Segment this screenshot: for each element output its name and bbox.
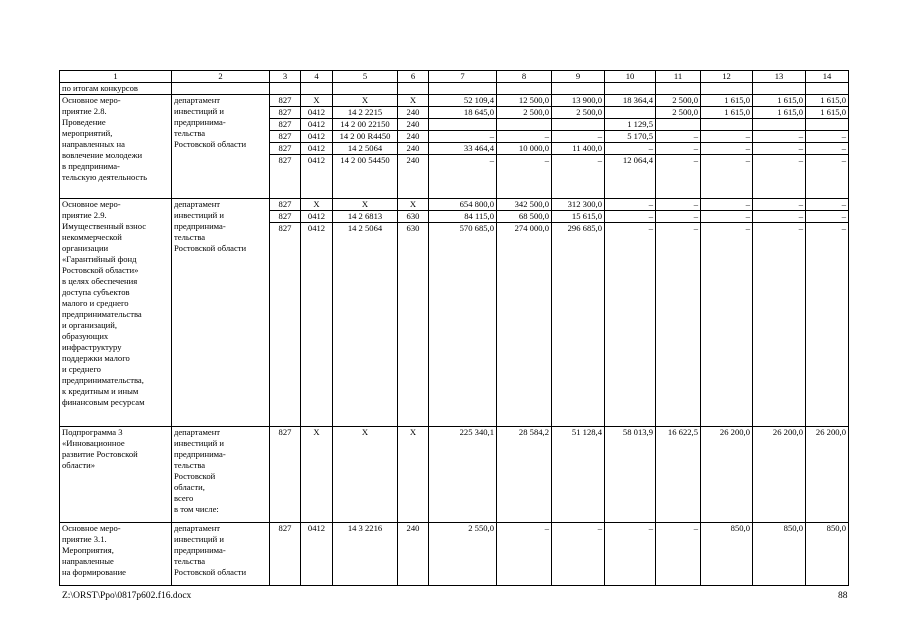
value-cell: 630 (398, 211, 429, 223)
value-cell: 0412 (301, 155, 333, 199)
value-cell: 2 500,0 (552, 107, 605, 119)
value-cell: Х (398, 427, 429, 523)
program-name-cell: Основное меро- приятие 3.1. Мероприятия, направленные на формирование (60, 523, 172, 586)
value-cell: 26 200,0 (753, 427, 806, 523)
value-cell: 225 340,1 (429, 427, 497, 523)
value-cell: 1 615,0 (701, 107, 753, 119)
value-cell: Х (333, 427, 398, 523)
value-cell: 1 615,0 (701, 95, 753, 107)
value-cell: 240 (398, 155, 429, 199)
value-cell: Х (333, 95, 398, 107)
value-cell: 0412 (301, 143, 333, 155)
value-cell: 827 (270, 95, 301, 107)
header-cell: 12 (701, 71, 753, 83)
value-cell: – (656, 211, 701, 223)
value-cell: 827 (270, 155, 301, 199)
value-cell: 827 (270, 131, 301, 143)
value-cell (429, 119, 497, 131)
value-cell: 51 128,4 (552, 427, 605, 523)
header-cell: 6 (398, 71, 429, 83)
value-cell: – (429, 155, 497, 199)
value-cell: 1 615,0 (753, 95, 806, 107)
value-cell: – (753, 223, 806, 427)
header-cell: 4 (301, 71, 333, 83)
value-cell: – (429, 131, 497, 143)
value-cell: – (806, 131, 849, 143)
value-cell: 827 (270, 119, 301, 131)
value-cell: – (656, 523, 701, 586)
value-cell (656, 119, 701, 131)
value-cell: – (806, 223, 849, 427)
value-cell (753, 119, 806, 131)
value-cell: – (806, 143, 849, 155)
value-cell: 1 615,0 (806, 107, 849, 119)
page-number: 88 (838, 591, 848, 601)
executor-cell: департамент инвестиций и предпринима- тельства Ростовской области, всего в том числе: (172, 427, 270, 523)
value-cell: 68 500,0 (497, 211, 552, 223)
value-cell: 16 622,5 (656, 427, 701, 523)
value-cell: 0412 (301, 107, 333, 119)
value-cell (806, 119, 849, 131)
value-cell: 0412 (301, 223, 333, 427)
budget-table (59, 70, 849, 586)
value-cell: 14 2 5064 (333, 223, 398, 427)
value-cell: – (497, 155, 552, 199)
value-cell: 0412 (301, 119, 333, 131)
value-cell: – (605, 223, 656, 427)
header-cell: 9 (552, 71, 605, 83)
value-cell: 2 500,0 (656, 95, 701, 107)
value-cell: 240 (398, 143, 429, 155)
value-cell: 240 (398, 119, 429, 131)
value-cell: – (753, 155, 806, 199)
value-cell: – (605, 199, 656, 211)
footer-file-path: Z:\ORST\Ppo\0817p602.f16.docx (62, 591, 192, 601)
value-cell: 827 (270, 427, 301, 523)
value-cell: 14 2 00 54450 (333, 155, 398, 199)
value-cell: Х (301, 95, 333, 107)
header-cell: 3 (270, 71, 301, 83)
header-cell: 11 (656, 71, 701, 83)
table-row (60, 523, 849, 586)
header-row (60, 71, 849, 83)
value-cell: – (753, 131, 806, 143)
value-cell: 827 (270, 107, 301, 119)
value-cell: – (605, 523, 656, 586)
value-cell: 850,0 (753, 523, 806, 586)
executor-cell: департамент инвестиций и предпринима- тельства Ростовской области (172, 95, 270, 199)
value-cell: 570 685,0 (429, 223, 497, 427)
value-cell: 240 (398, 107, 429, 119)
value-cell: 240 (398, 523, 429, 586)
value-cell: 342 500,0 (497, 199, 552, 211)
value-cell: 13 900,0 (552, 95, 605, 107)
value-cell: 15 615,0 (552, 211, 605, 223)
value-cell: 14 2 6813 (333, 211, 398, 223)
value-cell: Х (301, 199, 333, 211)
table-row (60, 95, 849, 107)
value-cell: Х (333, 199, 398, 211)
value-cell (552, 119, 605, 131)
value-cell: 2 500,0 (497, 107, 552, 119)
value-cell (497, 119, 552, 131)
continuation-cell: по итогам конкурсов (60, 83, 172, 95)
value-cell: – (656, 223, 701, 427)
value-cell: 827 (270, 523, 301, 586)
executor-cell: департамент инвестиций и предпринима- тельства Ростовской области (172, 199, 270, 427)
value-cell: 827 (270, 223, 301, 427)
program-name-cell: Основное меро- приятие 2.8. Проведение мероприятий, направленных на вовлечение молодежи в предпринима- тельскую деятельность (60, 95, 172, 199)
value-cell: 2 550,0 (429, 523, 497, 586)
value-cell: Х (398, 95, 429, 107)
value-cell: 850,0 (701, 523, 753, 586)
value-cell: 14 3 2216 (333, 523, 398, 586)
table-body (60, 71, 849, 586)
value-cell (701, 119, 753, 131)
value-cell: – (701, 131, 753, 143)
value-cell: 12 064,4 (605, 155, 656, 199)
value-cell: 240 (398, 131, 429, 143)
value-cell: 5 170,5 (605, 131, 656, 143)
value-cell: 26 200,0 (806, 427, 849, 523)
value-cell: 18 364,4 (605, 95, 656, 107)
value-cell: 12 500,0 (497, 95, 552, 107)
value-cell: 312 300,0 (552, 199, 605, 211)
value-cell: Х (398, 199, 429, 211)
executor-cell: департамент инвестиций и предпринима- тельства Ростовской области (172, 523, 270, 586)
value-cell: – (497, 523, 552, 586)
value-cell: 0412 (301, 211, 333, 223)
value-cell: 827 (270, 199, 301, 211)
value-cell: 827 (270, 211, 301, 223)
value-cell: – (656, 199, 701, 211)
value-cell: 26 200,0 (701, 427, 753, 523)
header-cell: 10 (605, 71, 656, 83)
value-cell: – (605, 211, 656, 223)
header-cell: 7 (429, 71, 497, 83)
header-cell: 5 (333, 71, 398, 83)
value-cell: – (701, 223, 753, 427)
value-cell: – (806, 199, 849, 211)
value-cell: 630 (398, 223, 429, 427)
value-cell: – (552, 523, 605, 586)
value-cell: – (605, 143, 656, 155)
continuation-row (60, 83, 849, 95)
header-cell: 14 (806, 71, 849, 83)
table-row (60, 199, 849, 211)
value-cell: – (701, 199, 753, 211)
header-cell: 2 (172, 71, 270, 83)
value-cell (605, 107, 656, 119)
value-cell: 1 615,0 (806, 95, 849, 107)
value-cell: 33 464,4 (429, 143, 497, 155)
value-cell: 14 2 00 R4450 (333, 131, 398, 143)
value-cell: 28 584,2 (497, 427, 552, 523)
value-cell: 274 000,0 (497, 223, 552, 427)
value-cell: – (753, 211, 806, 223)
value-cell: 827 (270, 143, 301, 155)
value-cell: 14 2 5064 (333, 143, 398, 155)
value-cell: 0412 (301, 523, 333, 586)
value-cell: 11 400,0 (552, 143, 605, 155)
value-cell: 14 2 2215 (333, 107, 398, 119)
value-cell: 1 129,5 (605, 119, 656, 131)
value-cell: – (753, 143, 806, 155)
value-cell: 1 615,0 (753, 107, 806, 119)
value-cell: 18 645,0 (429, 107, 497, 119)
value-cell: – (656, 143, 701, 155)
value-cell: 14 2 00 22150 (333, 119, 398, 131)
value-cell: 10 000,0 (497, 143, 552, 155)
value-cell: 850,0 (806, 523, 849, 586)
value-cell: – (656, 131, 701, 143)
value-cell: 0412 (301, 131, 333, 143)
program-name-cell: Основное меро- приятие 2.9. Имущественный взнос некоммерческой организации «Гарантийный фонд Ростовской области» в целях обеспечения доступа субъектов малого и среднего предпринимательства и организаций, образующих инфраструктуру поддержки малого и среднего предпринимательства, к кредитным и иным финансовым ресурсам (60, 199, 172, 427)
value-cell: – (701, 211, 753, 223)
header-cell: 1 (60, 71, 172, 83)
header-cell: 8 (497, 71, 552, 83)
header-cell: 13 (753, 71, 806, 83)
value-cell: 296 685,0 (552, 223, 605, 427)
value-cell: – (497, 131, 552, 143)
value-cell: 654 800,0 (429, 199, 497, 211)
value-cell: – (552, 131, 605, 143)
table-row (60, 427, 849, 523)
value-cell: 52 109,4 (429, 95, 497, 107)
value-cell: – (753, 199, 806, 211)
value-cell: – (806, 155, 849, 199)
value-cell: – (701, 143, 753, 155)
value-cell: 2 500,0 (656, 107, 701, 119)
value-cell: 58 013,9 (605, 427, 656, 523)
value-cell: Х (301, 427, 333, 523)
program-name-cell: Подпрограмма 3 «Инновационное развитие Ростовской области» (60, 427, 172, 523)
value-cell: – (806, 211, 849, 223)
value-cell: – (701, 155, 753, 199)
value-cell: 84 115,0 (429, 211, 497, 223)
value-cell: – (656, 155, 701, 199)
value-cell: – (552, 155, 605, 199)
